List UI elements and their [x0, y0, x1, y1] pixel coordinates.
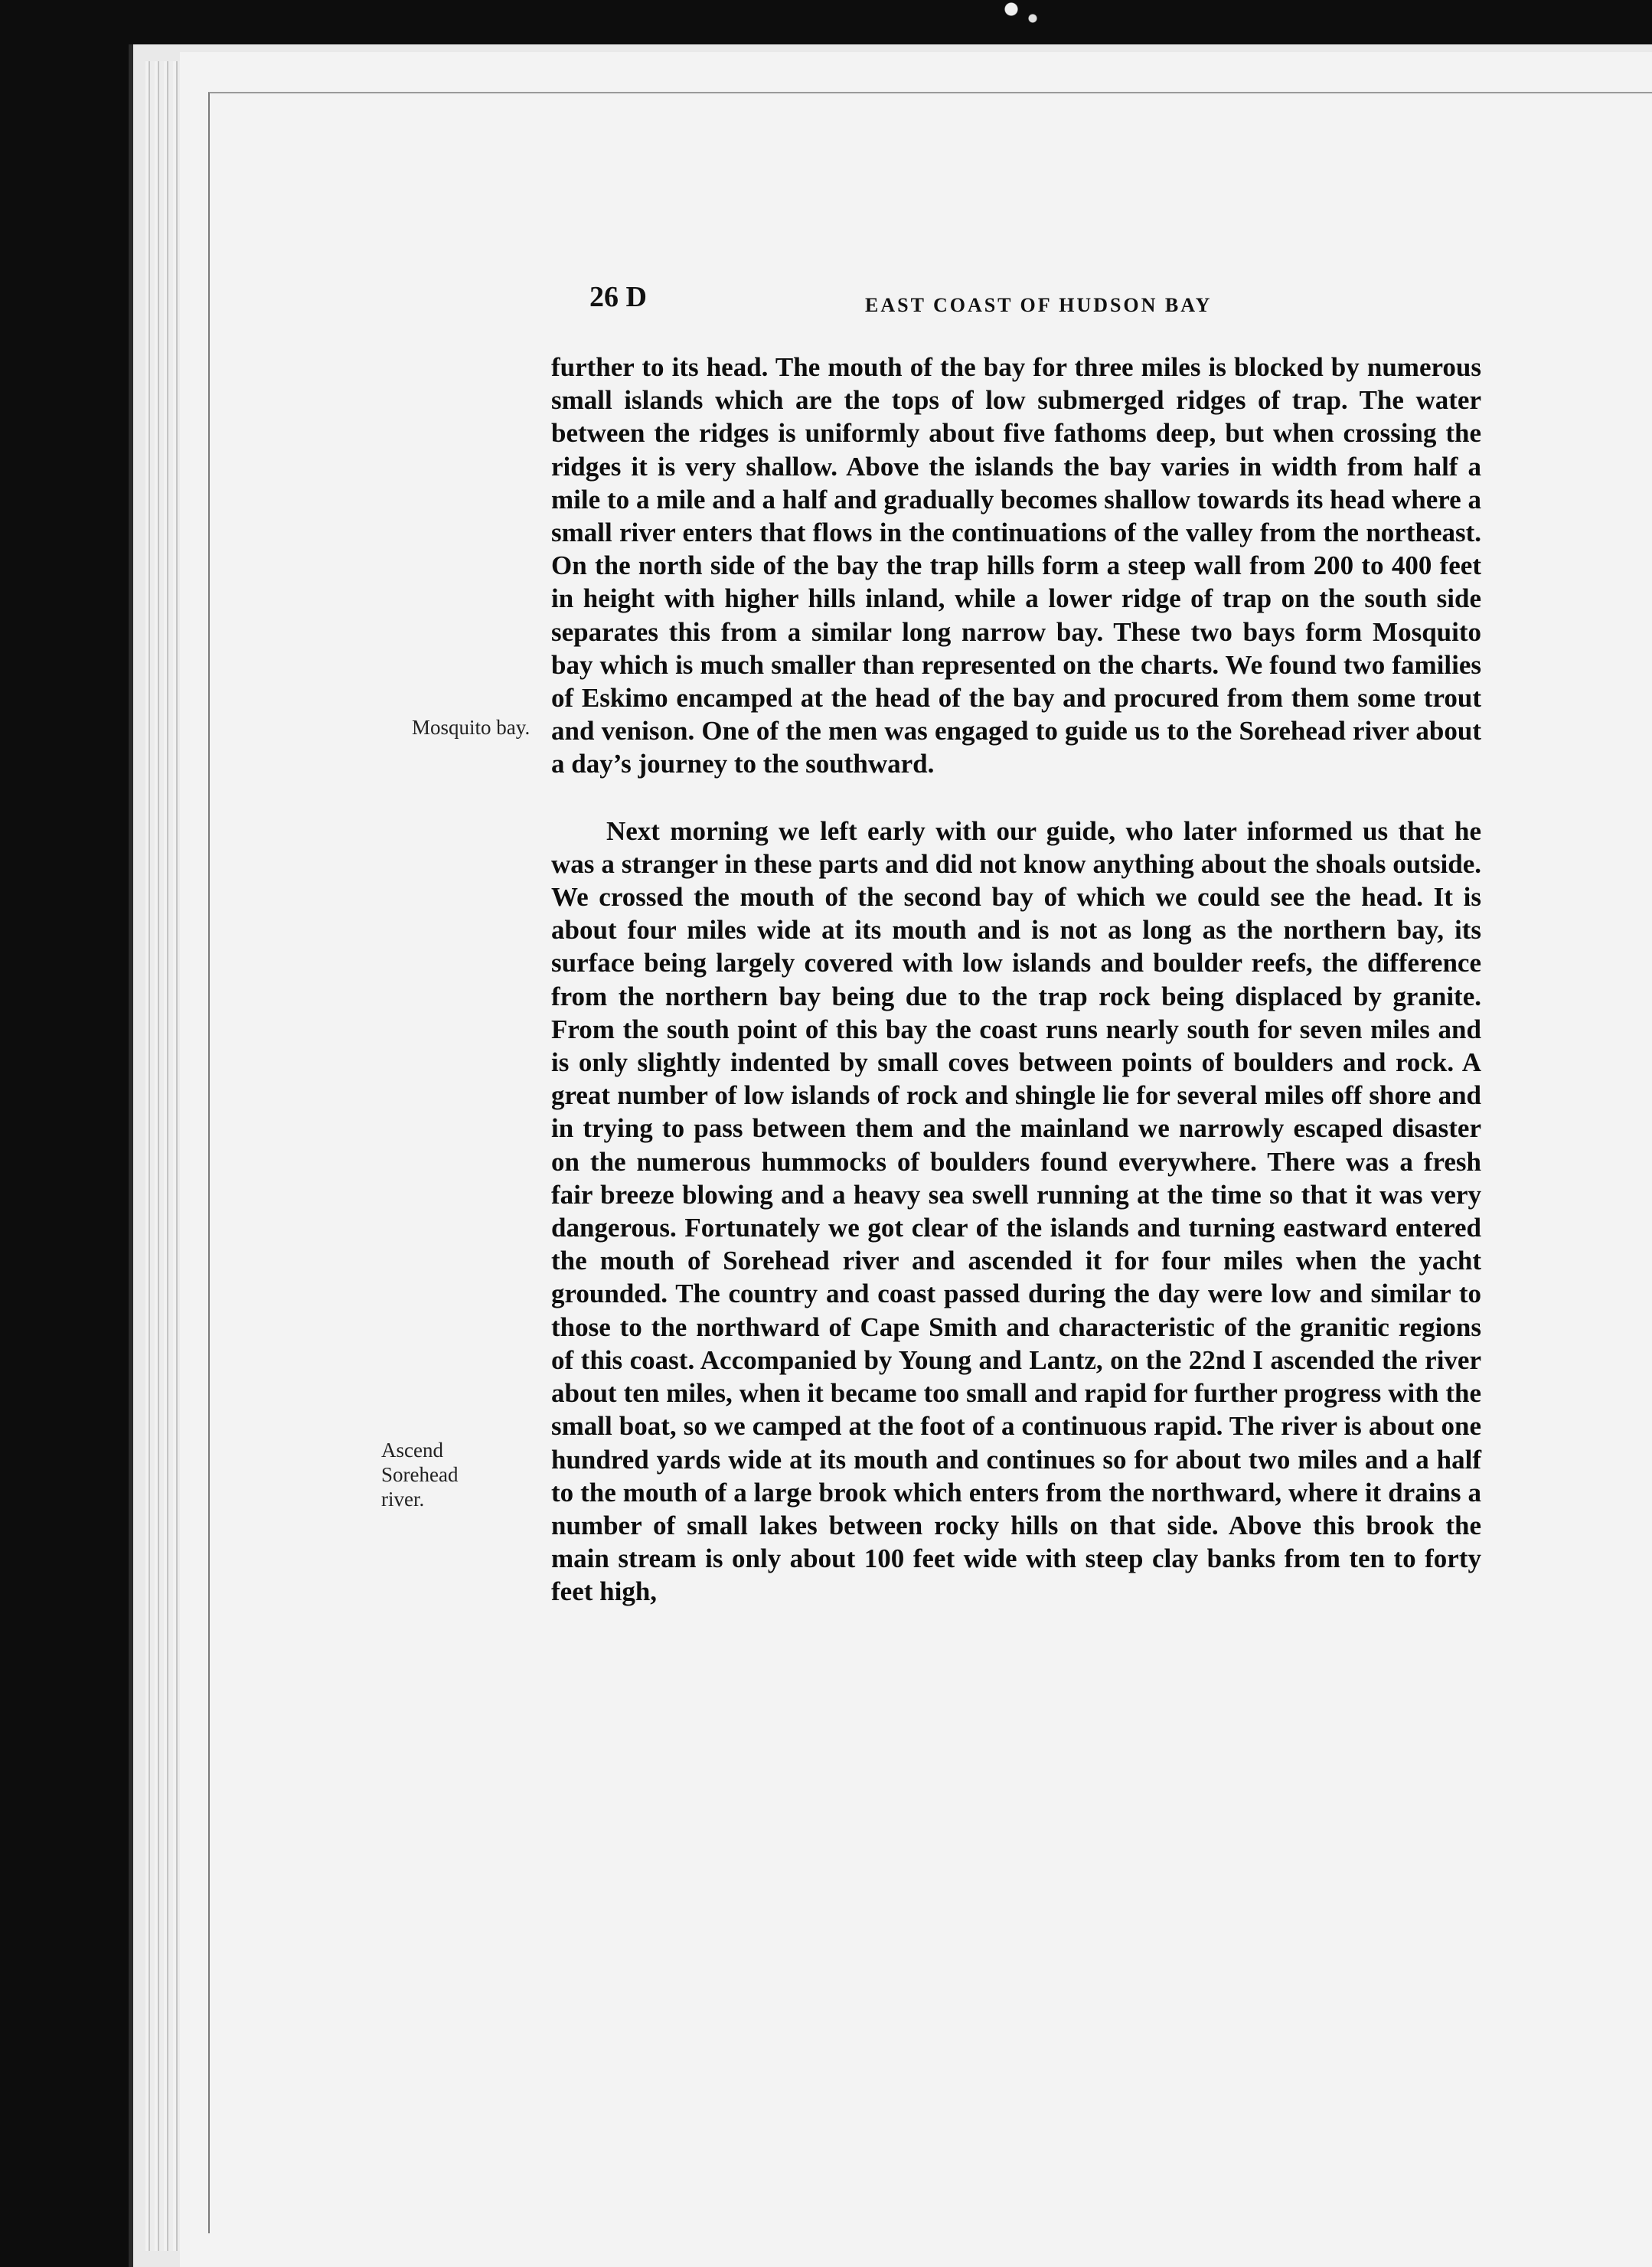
page-header-title: EAST COAST OF HUDSON BAY	[865, 294, 1213, 316]
body-text	[551, 351, 1481, 1609]
sidenote-line: Sorehead	[381, 1463, 459, 1486]
sidenote-ascend-sorehead-river	[381, 1438, 488, 1511]
sidenote-mosquito-bay: Mosquito bay.	[412, 716, 531, 739]
paragraph: further to its head. The mouth of the bay for three miles is blocked by numerous small islands which are the tops of low submerged ridges of trap. The water between the ridges is uniformly about five fathoms deep, but when crossing the ridges it is very shallow. Above the islands the bay varies in width from half a mile to a mile and a half and gradually becomes shallow towards its head where a small river enters that flows in the continuations of the valley from the northeast. On the north side of the bay the trap hills form a steep wall from 200 to 400 feet in height with higher hills inland, while a lower ridge of trap on the south side separates this from a similar long narrow bay. These two bays form Mosquito bay which is much smaller than represented on the charts. We found two families of Eskimo encamped at the head of the bay and procured from them some trout and venison. One of the men was engaged to guide us to the Sorehead river about a day’s journey to the southward.	[551, 352, 1481, 779]
sidenote-line: Ascend	[381, 1439, 443, 1462]
page-number: 26 D	[589, 281, 647, 313]
paragraph: Next morning we left early with our guide, who later informed us that he was a stranger in these parts and did not know anything about the shoals outside. We crossed the mouth of the second bay of which we could see the head. It is about four miles wide at its mouth and is not as long as the northern bay, its surface being largely covered with low islands and boulder reefs, the difference from the northern bay being due to the trap rock being displaced by granite. From the south point of this bay the coast runs nearly south for seven miles and is only slightly indented by small coves between points of boulders and rock. A great number of low islands of rock and shingle lie for several miles off shore and in trying to pass between them and the mainland we narrowly escaped disaster on the numerous hummocks of boulders found everywhere. There was a fresh fair breeze blowing and a heavy sea swell running at the time so that it was very dangerous. Fortunately we got clear of the islands and turning eastward entered the mouth of Sorehead river and ascended it for four miles when the yacht grounded. The country and coast passed during the day were low and similar to those to the northward of Cape Smith and characteristic of the granitic regions of this coast. Accompanied by Young and Lantz, on the 22nd I ascended the river about ten miles, when it became too small and rapid for further progress with the small boat, so we camped at the foot of a continuous rapid. The river is about one hundred yards wide at its mouth and continues so for about two miles and a half to the mouth of a large brook which enters from the northward, where it drains a number of small lakes between rocky hills on that side. Above this brook the main stream is only about 100 feet wide with steep clay banks from ten to forty feet high,	[551, 815, 1481, 1607]
running-head	[589, 280, 1516, 326]
scan-speck	[995, 0, 1049, 31]
sidenote-line: river.	[381, 1488, 425, 1511]
